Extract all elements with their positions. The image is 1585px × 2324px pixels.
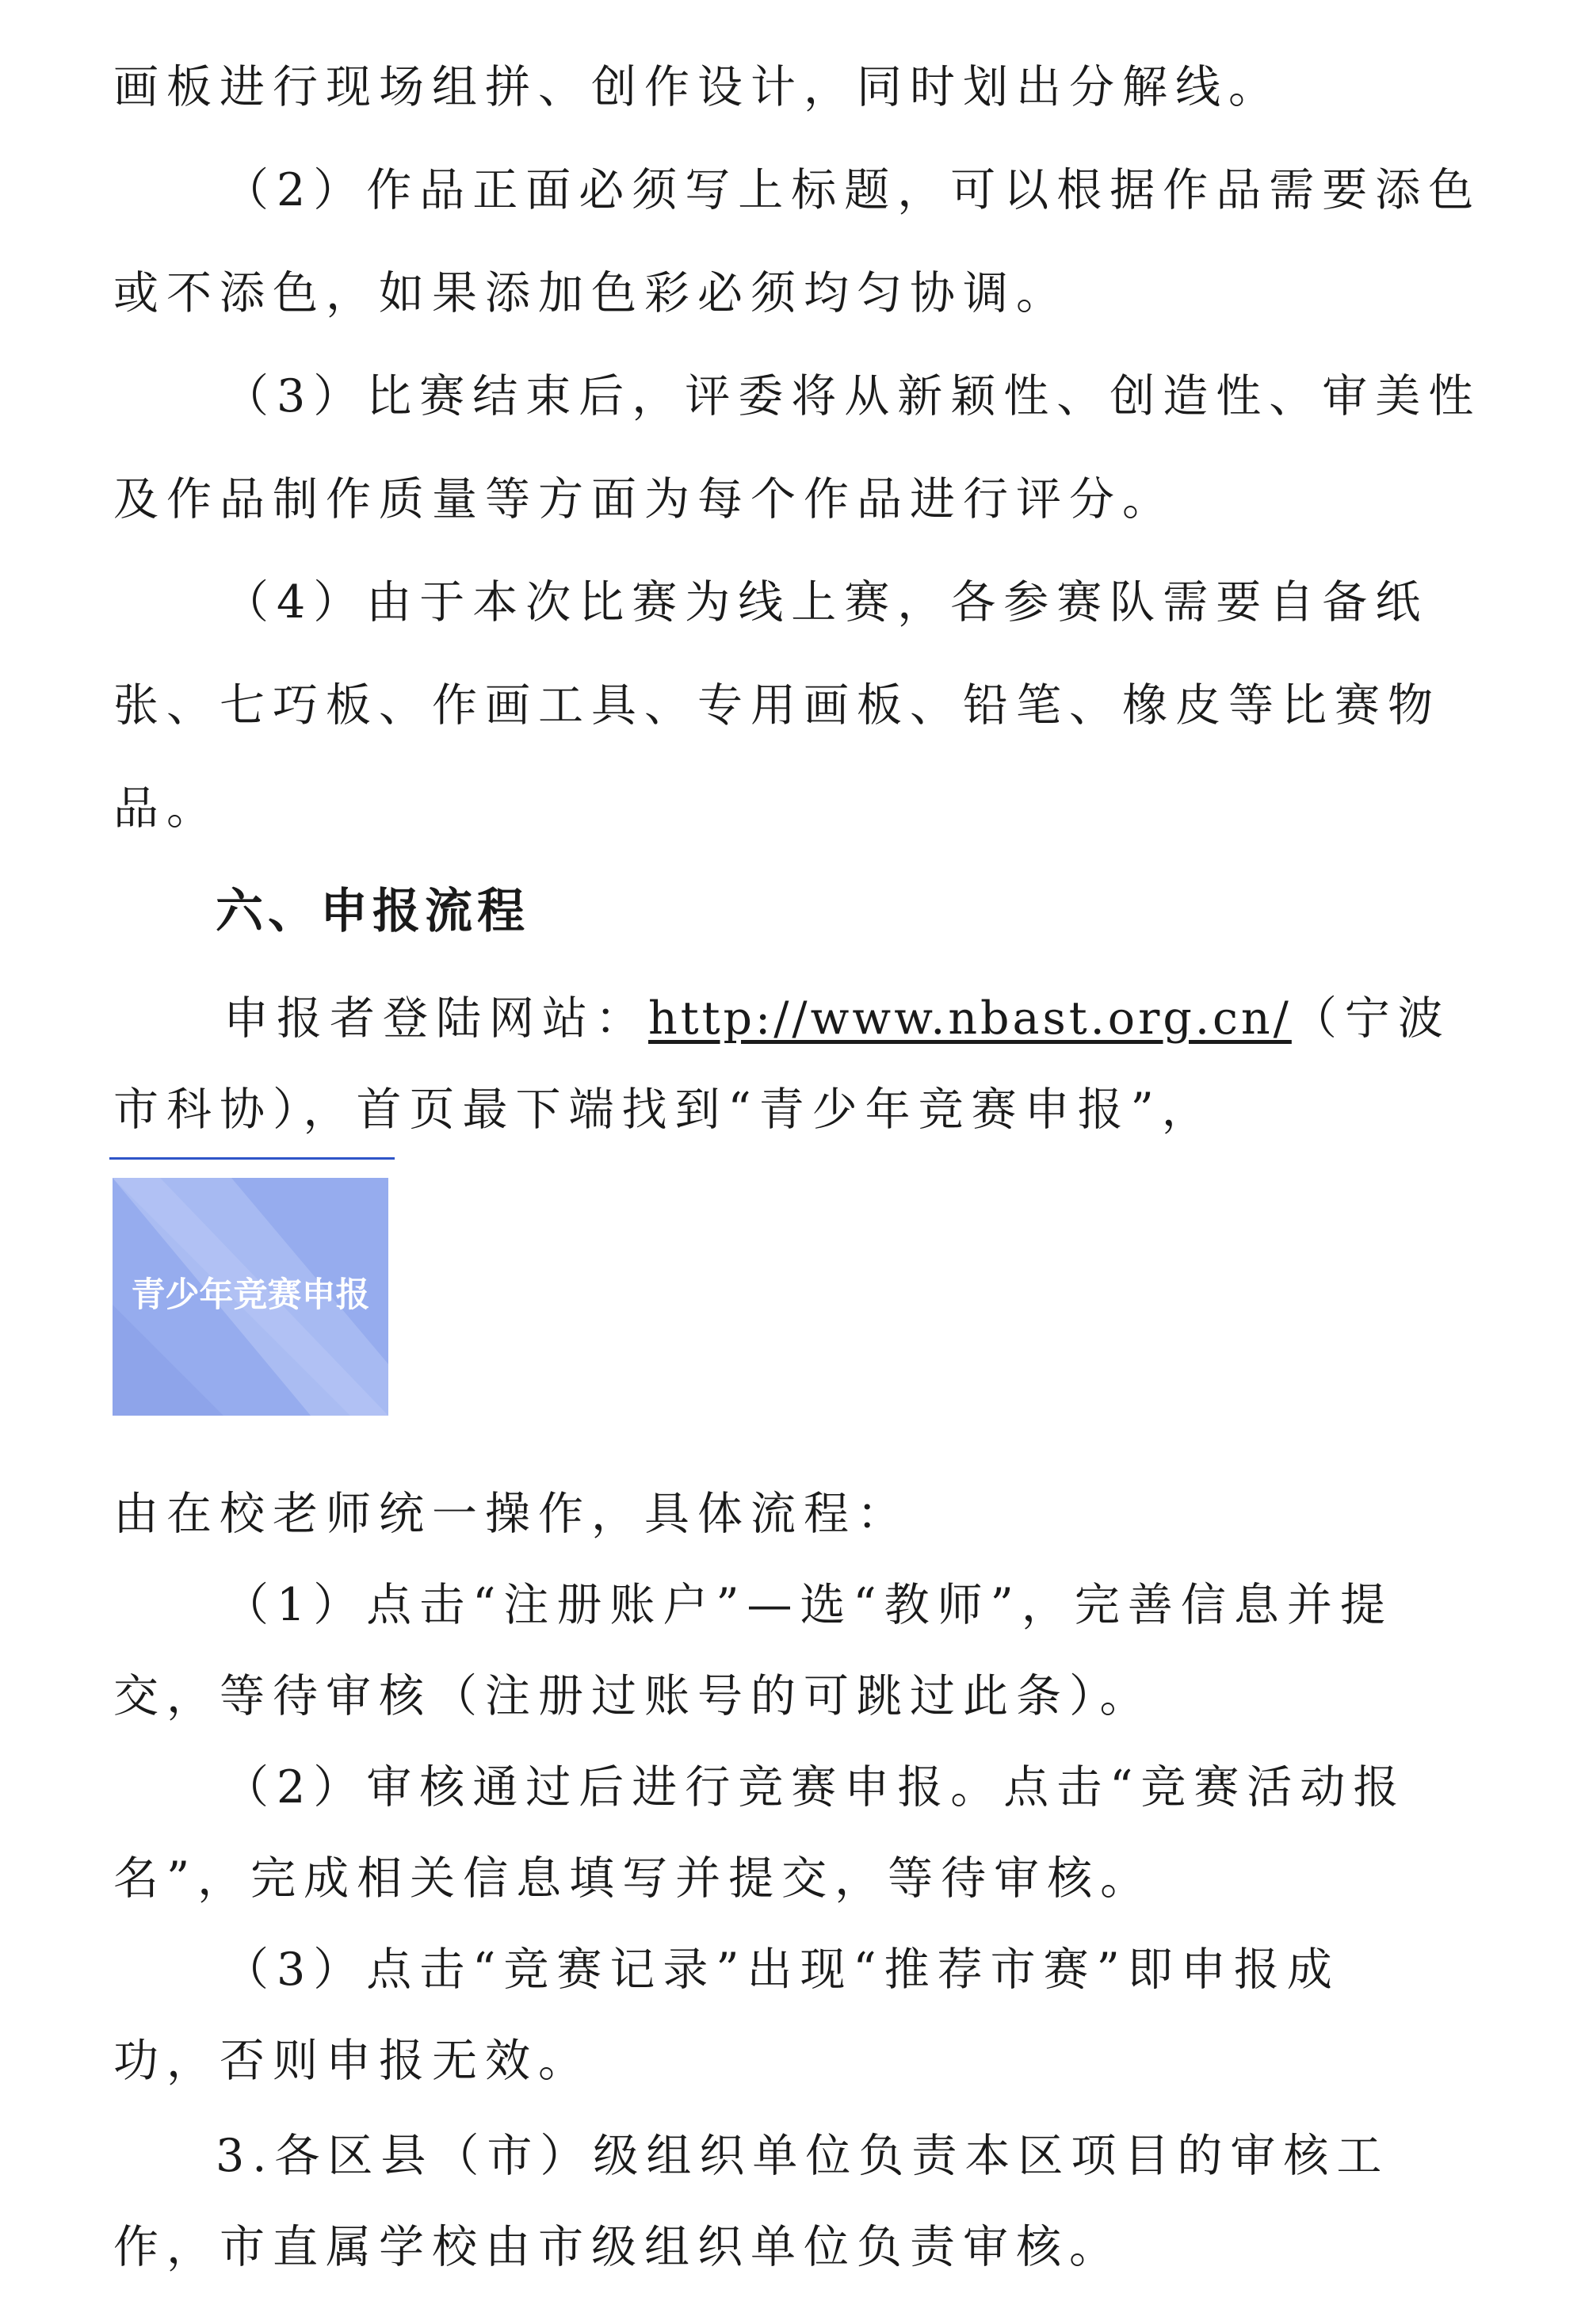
paragraph-line: 市科协），首页最下端找到“青少年竞赛申报”， bbox=[113, 1084, 1215, 1136]
paragraph-line: 交，等待审核（注册过账号的可跳过此条）。 bbox=[113, 1670, 1153, 1722]
paragraph-line: 及作品制作质量等方面为每个作品进行评分。 bbox=[113, 473, 1175, 526]
paragraph-line: （2）审核通过后进行竞赛申报。点击“竞赛活动报 bbox=[223, 1761, 1407, 1814]
paragraph-line: 品。 bbox=[113, 782, 220, 835]
paragraph-line: （2）作品正面必须写上标题，可以根据作品需要添色 bbox=[223, 164, 1482, 216]
paragraph-line: （1）点击“注册账户”—选“教师”，完善信息并提 bbox=[223, 1579, 1393, 1631]
login-suffix: （宁波 bbox=[1291, 992, 1451, 1045]
paragraph-line: （3）点击“竞赛记录”出现“推荐市赛”即申报成 bbox=[223, 1944, 1340, 1996]
paragraph-line: （4）由于本次比赛为线上赛，各参赛队需要自备纸 bbox=[223, 576, 1429, 629]
competition-signup-banner[interactable] bbox=[113, 1178, 388, 1416]
paragraph-line: 名”，完成相关信息填写并提交，等待审核。 bbox=[113, 1852, 1154, 1905]
login-prefix: 申报者登陆网站： bbox=[223, 992, 648, 1045]
paragraph-line: 或不添色，如果添加色彩必须均匀协调。 bbox=[113, 267, 1069, 319]
website-link[interactable]: http://www.nbast.org.cn/ bbox=[648, 992, 1292, 1045]
link-underline-divider bbox=[109, 1157, 395, 1160]
paragraph-line: 画板进行现场组拼、创作设计，同时划出分解线。 bbox=[113, 61, 1281, 113]
paragraph-line: 作，市直属学校由市级组织单位负责审核。 bbox=[113, 2221, 1122, 2273]
paragraph-line: （3）比赛结束后，评委将从新颖性、创造性、审美性 bbox=[223, 370, 1482, 422]
section-heading: 六、申报流程 bbox=[216, 884, 529, 939]
paragraph-line: 由在校老师统一操作，具体流程： bbox=[113, 1488, 910, 1540]
banner-label: 青少年竞赛申报 bbox=[131, 1275, 370, 1315]
paragraph-line: 3.各区县（市）级组织单位负责本区项目的审核工 bbox=[216, 2130, 1390, 2182]
paragraph-line: 张、七巧板、作画工具、专用画板、铅笔、橡皮等比赛物 bbox=[113, 679, 1441, 732]
paragraph-line: 功，否则申报无效。 bbox=[113, 2035, 591, 2087]
login-instruction-line bbox=[223, 987, 1451, 1050]
